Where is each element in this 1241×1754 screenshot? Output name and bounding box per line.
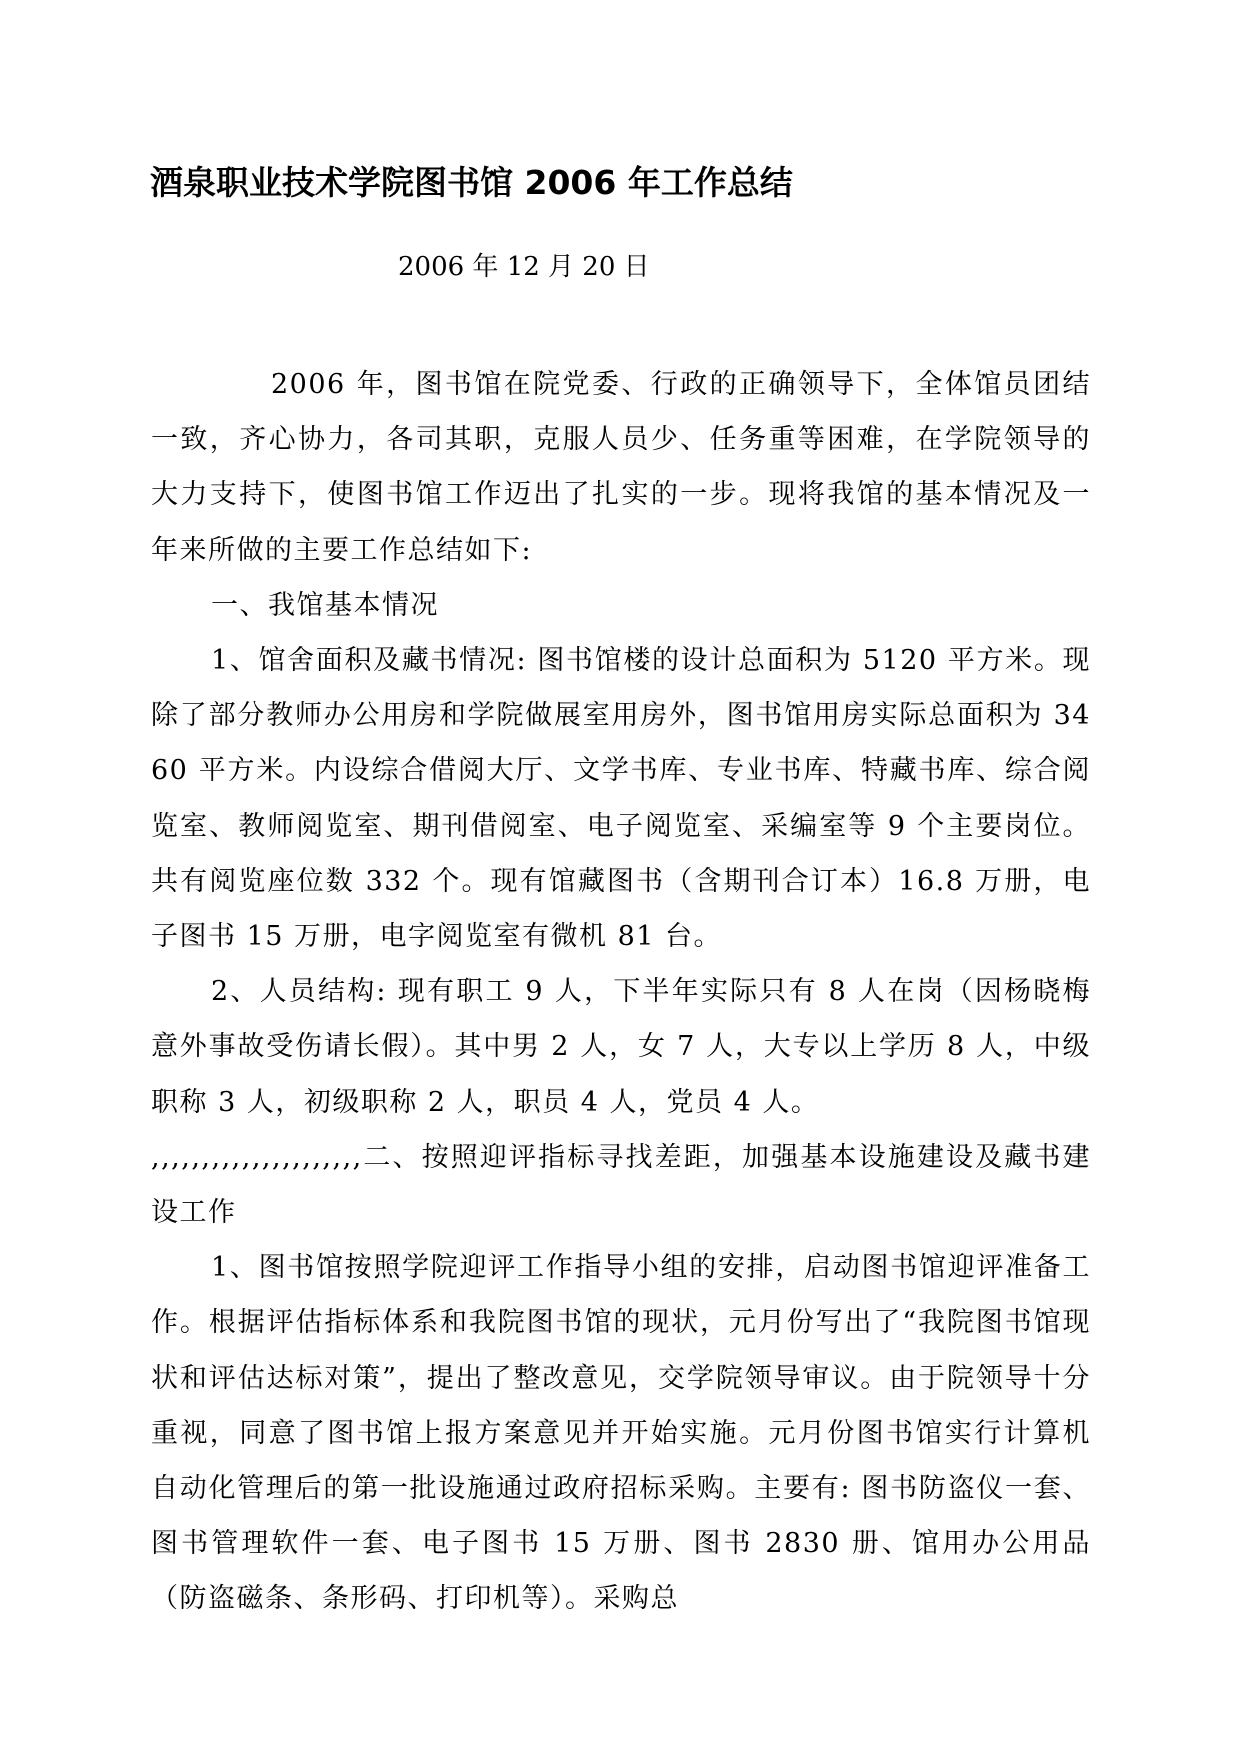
paragraph-staff-structure: 2、人员结构: 现有职工 9 人，下半年实际只有 8 人在岗（因杨晓梅意外事故受伤请长假）。其中男 2 人，女 7 人，大专以上学历 8 人，中级职称 3 人，初级职称 2 人，职员 4 人，党员 4 人。 xyxy=(151,976,1091,1118)
paragraph-evaluation-prep: 1、图书馆按照学院迎评工作指导小组的安排，启动图书馆迎评准备工作。根据评估指标体系和我院图书馆的现状，元月份写出了“我院图书馆现状和评估达标对策”，提出了整改意见，交学院领导审议。由于院领导十分重视，同意了图书馆上报方案意见并开始实施。元月份图书馆实行计算机自动化管理后的第一批设施通过政府招标采购。主要有: 图书防盗仪一套、图书管理软件一套、电子图书 15 万册、图书 2830 册、馆用办公用品（防盗磁条、条形码、打印机等）。采购总 xyxy=(151,1252,1091,1615)
paragraph-intro: 2006 年，图书馆在院党委、行政的正确领导下，全体馆员团结一致，齐心协力，各司其职，克服人员少、任务重等困难，在学院领导的大力支持下，使图书馆工作迈出了扎实的一步。现将我馆的基本情况及一年来所做的主要工作总结如下: xyxy=(151,369,1091,566)
document-title: 酒泉职业技术学院图书馆 2006 年工作总结 xyxy=(150,163,793,202)
paragraph-library-area: 1、馆舍面积及藏书情况: 图书馆楼的设计总面积为 5120 平方米。现除了部分教师办公用房和学院做展室用房外，图书馆用房实际总面积为 3460 平方米。内设综合借阅大厅、文学书库、专业书库、特藏书库、综合阅览室、教师阅览室、期刊借阅室、电子阅览室、采编室等 9 个主要岗位。共有阅览座位数 332 个。现有馆藏图书（含期刊合订本）16.8 万册，电子图书 15 万册，电字阅览室有微机 81 台。 xyxy=(151,645,1091,953)
section-heading-1: 一、我馆基本情况 xyxy=(211,589,439,621)
document-body xyxy=(151,357,1091,1627)
document-date: 2006 年 12 月 20 日 xyxy=(398,252,650,282)
section-heading-2: ,,,,,,,,,,,,,,,,,,,,,二、按照迎评指标寻找差距，加强基本设施建设及藏书建设工作 xyxy=(151,1141,1091,1229)
